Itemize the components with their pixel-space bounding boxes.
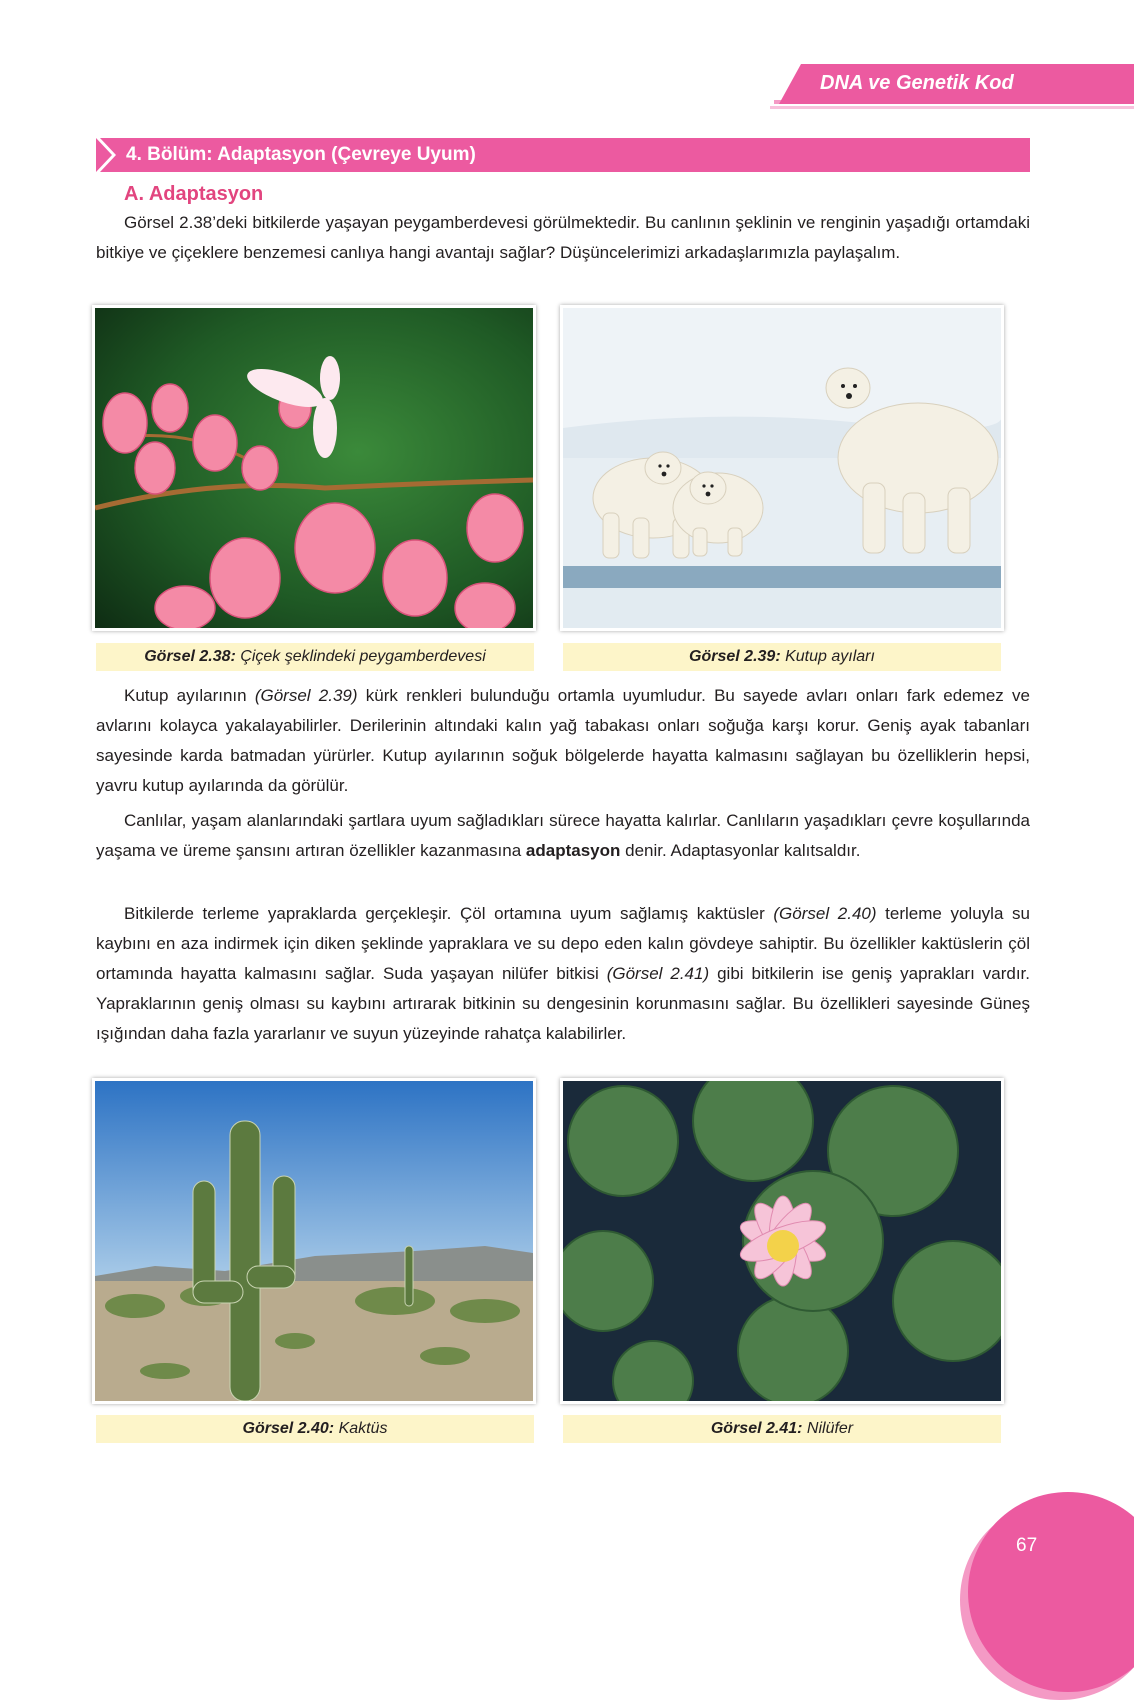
caption-label: Görsel 2.38:	[144, 648, 236, 665]
subheading: A. Adaptasyon	[124, 183, 264, 205]
paragraph-text: Görsel 2.38’deki bitkilerde yaşayan peygamberdevesi görülmektedir. Bu canlının şeklinin ve renginin yaşadığı ortamdaki bitkiye ve çiçeklere benzemesi canlıya hangi avantajı sağlar? Düşüncelerimizi arkadaşlarımızla paylaşalım.	[96, 213, 1030, 262]
caption-text: Çiçek şeklindeki peygamberdevesi	[235, 648, 486, 665]
key-term: adaptasyon	[525, 841, 621, 860]
caption-figure-2-41	[563, 1415, 1001, 1443]
figure-cactus-image	[92, 1078, 536, 1404]
figure-water-lily-image	[560, 1078, 1004, 1404]
caption-text: Kaktüs	[334, 1420, 388, 1437]
paragraph-adaptation	[96, 806, 1030, 866]
paragraph-text: kürk renkleri bulunduğu ortamla uyumludur. Bu sayede avları onları fark edemez ve avlarını kolayca yakalayabilirler. Derilerinin altındaki kalın yağ tabakası onları soğuğa karşı korur. Geniş ayak tabanları sayesinde karda batmadan yürürler. Kutup ayılarının soğuk bölgelerde hayatta kalmasını sağlayan bu özelliklerin hepsi, yavru kutup ayılarında da görülür.	[96, 686, 1030, 795]
chevron-right-icon	[96, 138, 118, 172]
paragraph-text: Canlılar, yaşam alanlarındaki şartlara uyum sağladıkları sürece hayatta kalırlar. Canlıların yaşadıkları çevre koşullarında yaşama ve üreme şansını artıran özellikler kazanmasına	[96, 811, 1030, 860]
caption-label: Görsel 2.40:	[242, 1420, 335, 1437]
caption-figure-2-40	[96, 1415, 534, 1443]
paragraph-text: gibi bitkilerin ise geniş yaprakları vardır. Yapraklarının geniş olması su kaybını artırarak bitkinin su dengesinin korunmasını sağlar. Bu özellikleri sayesinde Güneş ışığından daha fazla yararlanır ve suyun yüzeyinde rahatça kalabilirler.	[96, 964, 1030, 1043]
chapter-title: DNA ve Genetik Kod	[820, 72, 1014, 94]
figure-reference: (Görsel 2.40)	[773, 904, 877, 923]
paragraph-text: Kutup ayılarının	[124, 686, 255, 705]
paragraph-text: terleme yoluyla su kaybını en aza indirmek için diken şeklinde yapraklara ve su depo eden kalın gövdeye sahiptir. Bu özellikler kaktüslerin çöl ortamında hayatta kalmasını sağlar. Suda yaşayan nilüfer bitkisi	[96, 904, 1030, 983]
caption-text: Kutup ayıları	[780, 648, 875, 665]
paragraph-text: denir. Adaptasyonlar kalıtsaldır.	[620, 841, 861, 860]
caption-figure-2-38	[96, 643, 534, 671]
paragraph-text: Bitkilerde terleme yapraklarda gerçekleşir. Çöl ortamına uyum sağlamış kaktüsler	[124, 904, 774, 923]
section-title: 4. Bölüm: Adaptasyon (Çevreye Uyum)	[126, 144, 476, 165]
header-tab-stripe	[770, 106, 1134, 109]
figure-polar-bears-image	[560, 305, 1004, 631]
figure-reference: (Görsel 2.41)	[606, 964, 710, 983]
caption-label: Görsel 2.39:	[689, 648, 781, 665]
figure-mantis-image	[92, 305, 536, 631]
caption-text: Nilüfer	[802, 1420, 854, 1437]
caption-label: Görsel 2.41:	[710, 1420, 803, 1437]
figure-reference: (Görsel 2.39)	[254, 686, 358, 705]
paragraph-polar-bears	[96, 681, 1030, 801]
page-number: 67	[1016, 1535, 1038, 1556]
paragraph-plants	[96, 899, 1030, 1049]
caption-figure-2-39	[563, 643, 1001, 671]
paragraph-intro	[96, 208, 1030, 268]
